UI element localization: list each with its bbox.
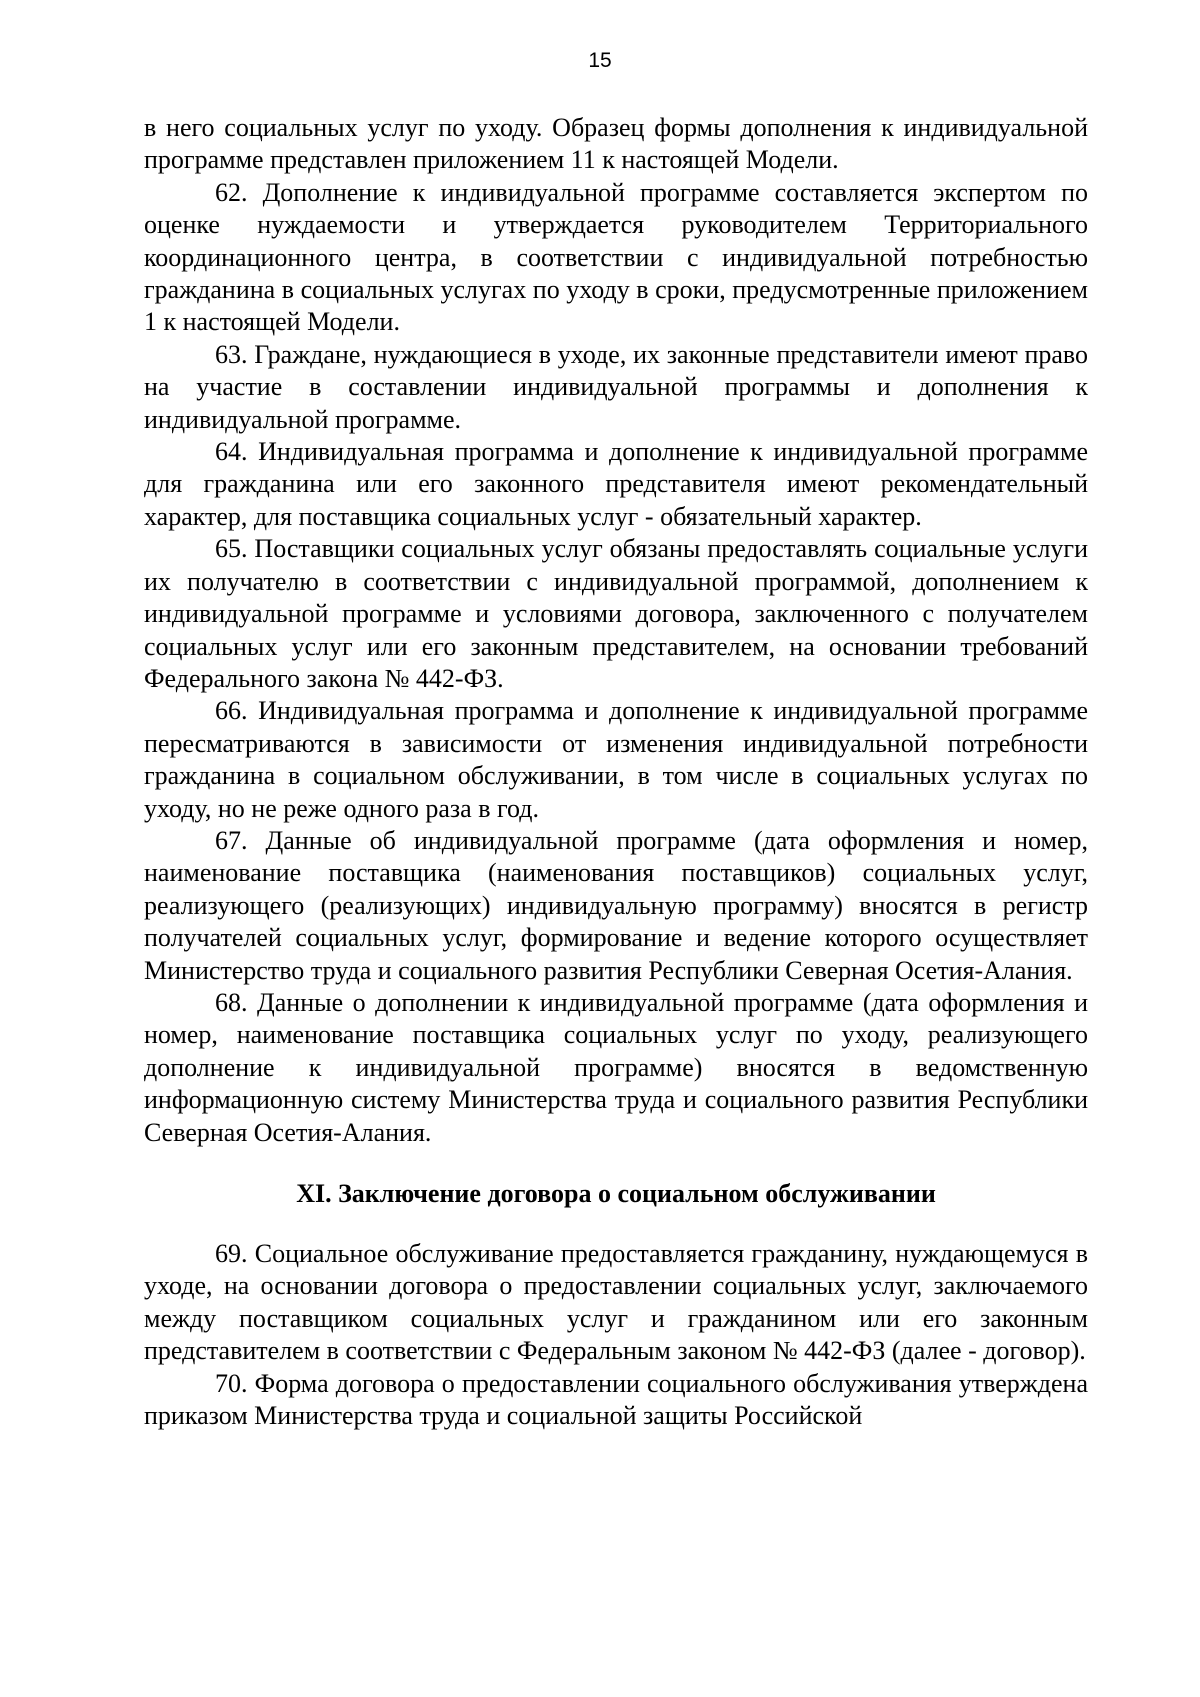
document-body [144, 112, 1088, 1432]
section-heading: XI. Заключение договора о социальном обслуживании [296, 1179, 936, 1208]
paragraph-65: 65. Поставщики социальных услуг обязаны предоставлять социальные услуги их получателю в соответствии с индивидуальной программой, дополнением к индивидуальной программе и условиями договора, заключенного с получателем социальных услуг или его законным представителем, на основании требований Федерального закона № 442-ФЗ. [144, 534, 1088, 693]
paragraph-67: 67. Данные об индивидуальной программе (дата оформления и номер, наименование поставщика (наименования поставщиков) социальных услуг, реализующего (реализующих) индивидуальную программу) вносятся в регистр получателей социальных услуг, формирование и ведение которого осуществляет Министерство труда и социального развития Республики Северная Осетия-Алания. [144, 825, 1088, 985]
page-number: 15 [588, 49, 612, 72]
paragraph-70: 70. Форма договора о предоставлении социального обслуживания утверждена приказом Министерства труда и социальной защиты Российской [144, 1368, 1088, 1431]
paragraph-68: 68. Данные о дополнении к индивидуальной программе (дата оформления и номер, наименование поставщика социальных услуг по уходу, реализующего дополнение к индивидуальной программе) вносятся в ведомственную информационную систему Министерства труда и социального развития Республики Северная Осетия-Алания. [144, 987, 1088, 1147]
paragraph-69: 69. Социальное обслуживание предоставляется гражданину, нуждающемуся в уходе, на основании договора о предоставлении социальных услуг, заключаемого между поставщиком социальных услуг и гражданином или его законным представителем в соответствии с Федеральным законом № 442-ФЗ (далее - договор). [144, 1239, 1088, 1366]
paragraph-62: 62. Дополнение к индивидуальной программе составляется экспертом по оценке нуждаемости и утверждается руководителем Территориального координационного центра, в соответствии с индивидуальной потребностью гражданина в социальных услугах по уходу в сроки, предусмотренные приложением 1 к настоящей Модели. [144, 177, 1088, 337]
paragraph-continuation: в него социальных услуг по уходу. Образец формы дополнения к индивидуальной программе представлен приложением 11 к настоящей Модели. [144, 113, 1088, 175]
paragraph-63: 63. Граждане, нуждающиеся в уходе, их законные представители имеют право на участие в составлении индивидуальной программы и дополнения к индивидуальной программе. [144, 339, 1088, 434]
paragraph-64: 64. Индивидуальная программа и дополнение к индивидуальной программе для гражданина или его законного представителя имеют рекомендательный характер, для поставщика социальных услуг - обязательный характер. [144, 437, 1088, 531]
paragraph-66: 66. Индивидуальная программа и дополнение к индивидуальной программе пересматриваются в зависимости от изменения индивидуальной потребности гражданина в социальном обслуживании, в том числе в социальных услугах по уходу, но не реже одного раза в год. [144, 696, 1088, 823]
